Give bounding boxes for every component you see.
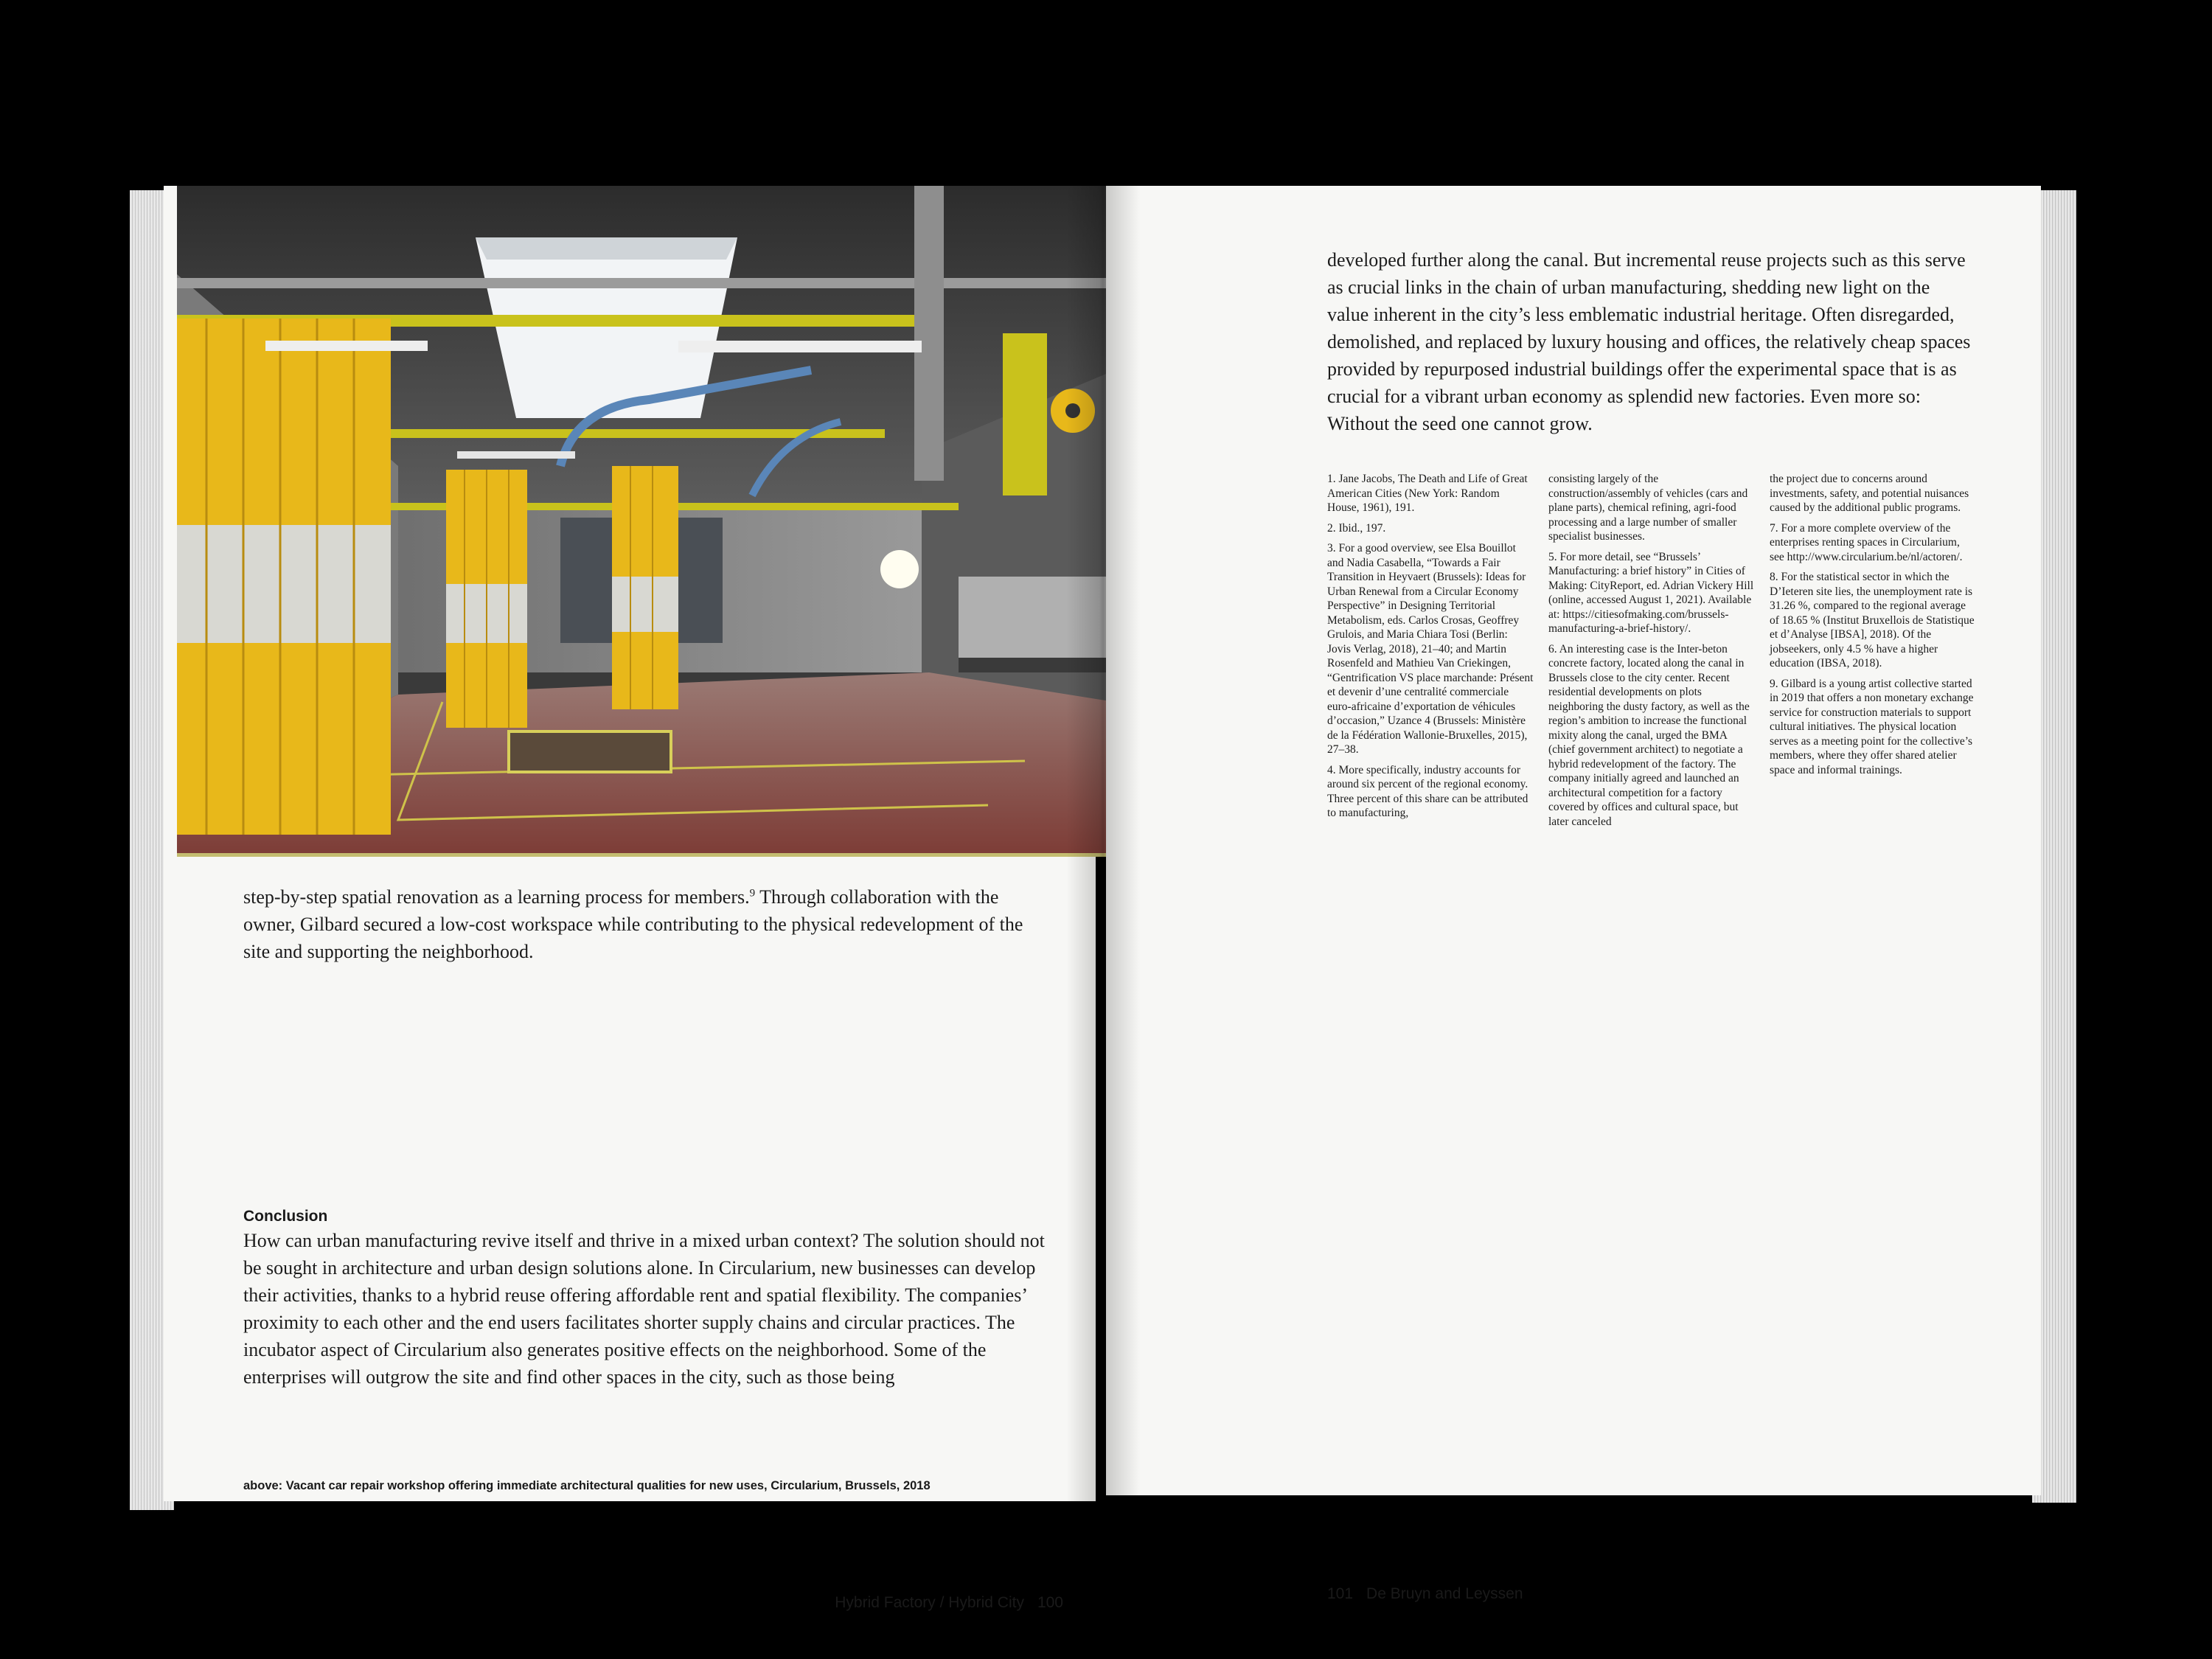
footnote-ref-9: 9 bbox=[749, 887, 756, 900]
footnote-3: 3. For a good overview, see Elsa Bouillot and Nadia Casabella, “Towards a Fair Transition in Heyvaert (Brussels): Ideas for Urban Renewal from a Circular Economy Perspective” in Designing Territorial Metabolism, eds. Carlos Crosas, Geoffrey Grulois, and Maria Chiara Tosi (Berlin: Jovis Verlag, 2018), 21–40; and Martin Rosenfeld and Mathieu Van Criekingen, “Gentrification VS place marchande: Présent et devenir d’une centralité commerciale euro-africaine d’exportation de véhicules d’occasion,” Uzance 4 (Brussels: Ministère de la Fédération Wallonie-Bruxelles, 2015), 27–38. bbox=[1327, 542, 1534, 756]
footnotes-column-1 bbox=[1327, 472, 1534, 827]
right-page bbox=[1106, 186, 2041, 1602]
photo-caption: above: Vacant car repair workshop offering immediate architectural qualities for new uses, Circularium, Brussels, 2018 bbox=[243, 1479, 931, 1492]
left-body-paragraph-1: step-by-step spatial renovation as a learning process for members.$^9$ Through collaboration with the owner, Gilbard secured a low-cost workspace while contributing to the physical redevelopment of the site and supporting the neighborhood. bbox=[243, 886, 1023, 962]
page-number-right: 101 bbox=[1327, 1585, 1354, 1602]
footnote-4-continued: consisting largely of the construction/assembly of vehicles (cars and plane parts), chemical refining, agri-food processing and a large number of smaller specialist businesses. bbox=[1548, 473, 1748, 543]
left-body-paragraph-2: How can urban manufacturing revive itself and thrive in a mixed urban context? The solution should not be sought in architecture and urban design solutions alone. In Circularium, new businesses can develop their activities, thanks to a hybrid reuse offering affordable rent and spatial flexibility. The companies’ proximity to each other and the end users facilitates shorter supply chains and circular practices. The incubator aspect of Circularium also generates positive effects on the neighborhood. Some of the enterprises will outgrow the site and find other spaces in the city, such as those being bbox=[243, 1230, 1045, 1388]
footnote-6: 6. An interesting case is the Inter-beton concrete factory, located along the canal in Brussels close to the city center. Recent residential developments on plots neighboring the dusty factory, as well as the region’s ambition to increase the functional mixity along the canal, urged the BMA (chief government architect) to negotiate a hybrid redevelopment of the factory. The company initially agreed and launched an architectural competition for a factory covered by offices and cultural space, but later canceled bbox=[1548, 642, 1750, 828]
footnotes-column-3 bbox=[1770, 472, 1976, 783]
left-page bbox=[164, 186, 1096, 1611]
section-heading-conclusion: Conclusion bbox=[243, 1208, 328, 1225]
footnotes-column-2 bbox=[1548, 472, 1755, 835]
footnote-1: 1. Jane Jacobs, The Death and Life of Great American Cities (New York: Random House, 1961), 191. bbox=[1327, 473, 1528, 514]
footnote-2: 2. Ibid., 197. bbox=[1327, 521, 1386, 535]
page-number-left: 100 bbox=[1037, 1594, 1063, 1611]
workshop-photo bbox=[177, 186, 1115, 857]
footnote-8: 8. For the statistical sector in which the D’Ieteren site lies, the unemployment rate is 31.26 %, compared to the regional average of 18.65 % (Institut Bruxellois de Statistique et d’Analyse [IBSA], 2018). Of the jobseekers, only 4.5 % have a higher education (IBSA, 2018). bbox=[1770, 571, 1975, 669]
footnote-4: 4. More specifically, industry accounts for around six percent of the regional economy. Three percent of this share can be attributed to manufacturing, bbox=[1327, 763, 1528, 819]
right-folio bbox=[1327, 1585, 1523, 1603]
footnote-5: 5. For more detail, see “Brussels’ Manufacturing: a brief history” in Cities of Making: CityReport, ed. Adrian Vickery Hill (online, accessed August 1, 2021). Available at: https://citiesofmaking.com/brussels-manufacturing-a-brief-history/. bbox=[1548, 550, 1754, 635]
workshop-photo-illustration bbox=[177, 186, 1115, 857]
left-folio bbox=[835, 1594, 1063, 1612]
running-title-right: De Bruyn and Leyssen bbox=[1366, 1585, 1523, 1602]
running-title-left: Hybrid Factory / Hybrid City bbox=[835, 1594, 1024, 1611]
footnote-7: 7. For a more complete overview of the enterprises renting spaces in Circularium, see http://www.circularium.be/nl/actoren/. bbox=[1770, 521, 1963, 563]
footnote-6-continued: the project due to concerns around investments, safety, and potential nuisances caused by the additional public programs. bbox=[1770, 473, 1969, 514]
footnote-9: 9. Gilbard is a young artist collective started in 2019 that offers a non monetary exchange service for construction materials to support cultural initiatives. The physical location serves as a meeting point for the collective’s members, where they offer shared atelier space and informal trainings. bbox=[1770, 677, 1974, 776]
right-body-paragraph: developed further along the canal. But incremental reuse projects such as this serve as crucial links in the chain of urban manufacturing, shedding new light on the value inherent in the city’s less emblematic industrial heritage. Often disregarded, demolished, and replaced by luxury housing and offices, the relatively cheap spaces provided by repurposed industrial buildings offer the experimental space that is as crucial for a vibrant urban economy as splendid new factories. Even more so: Without the seed one cannot grow. bbox=[1327, 249, 1971, 434]
